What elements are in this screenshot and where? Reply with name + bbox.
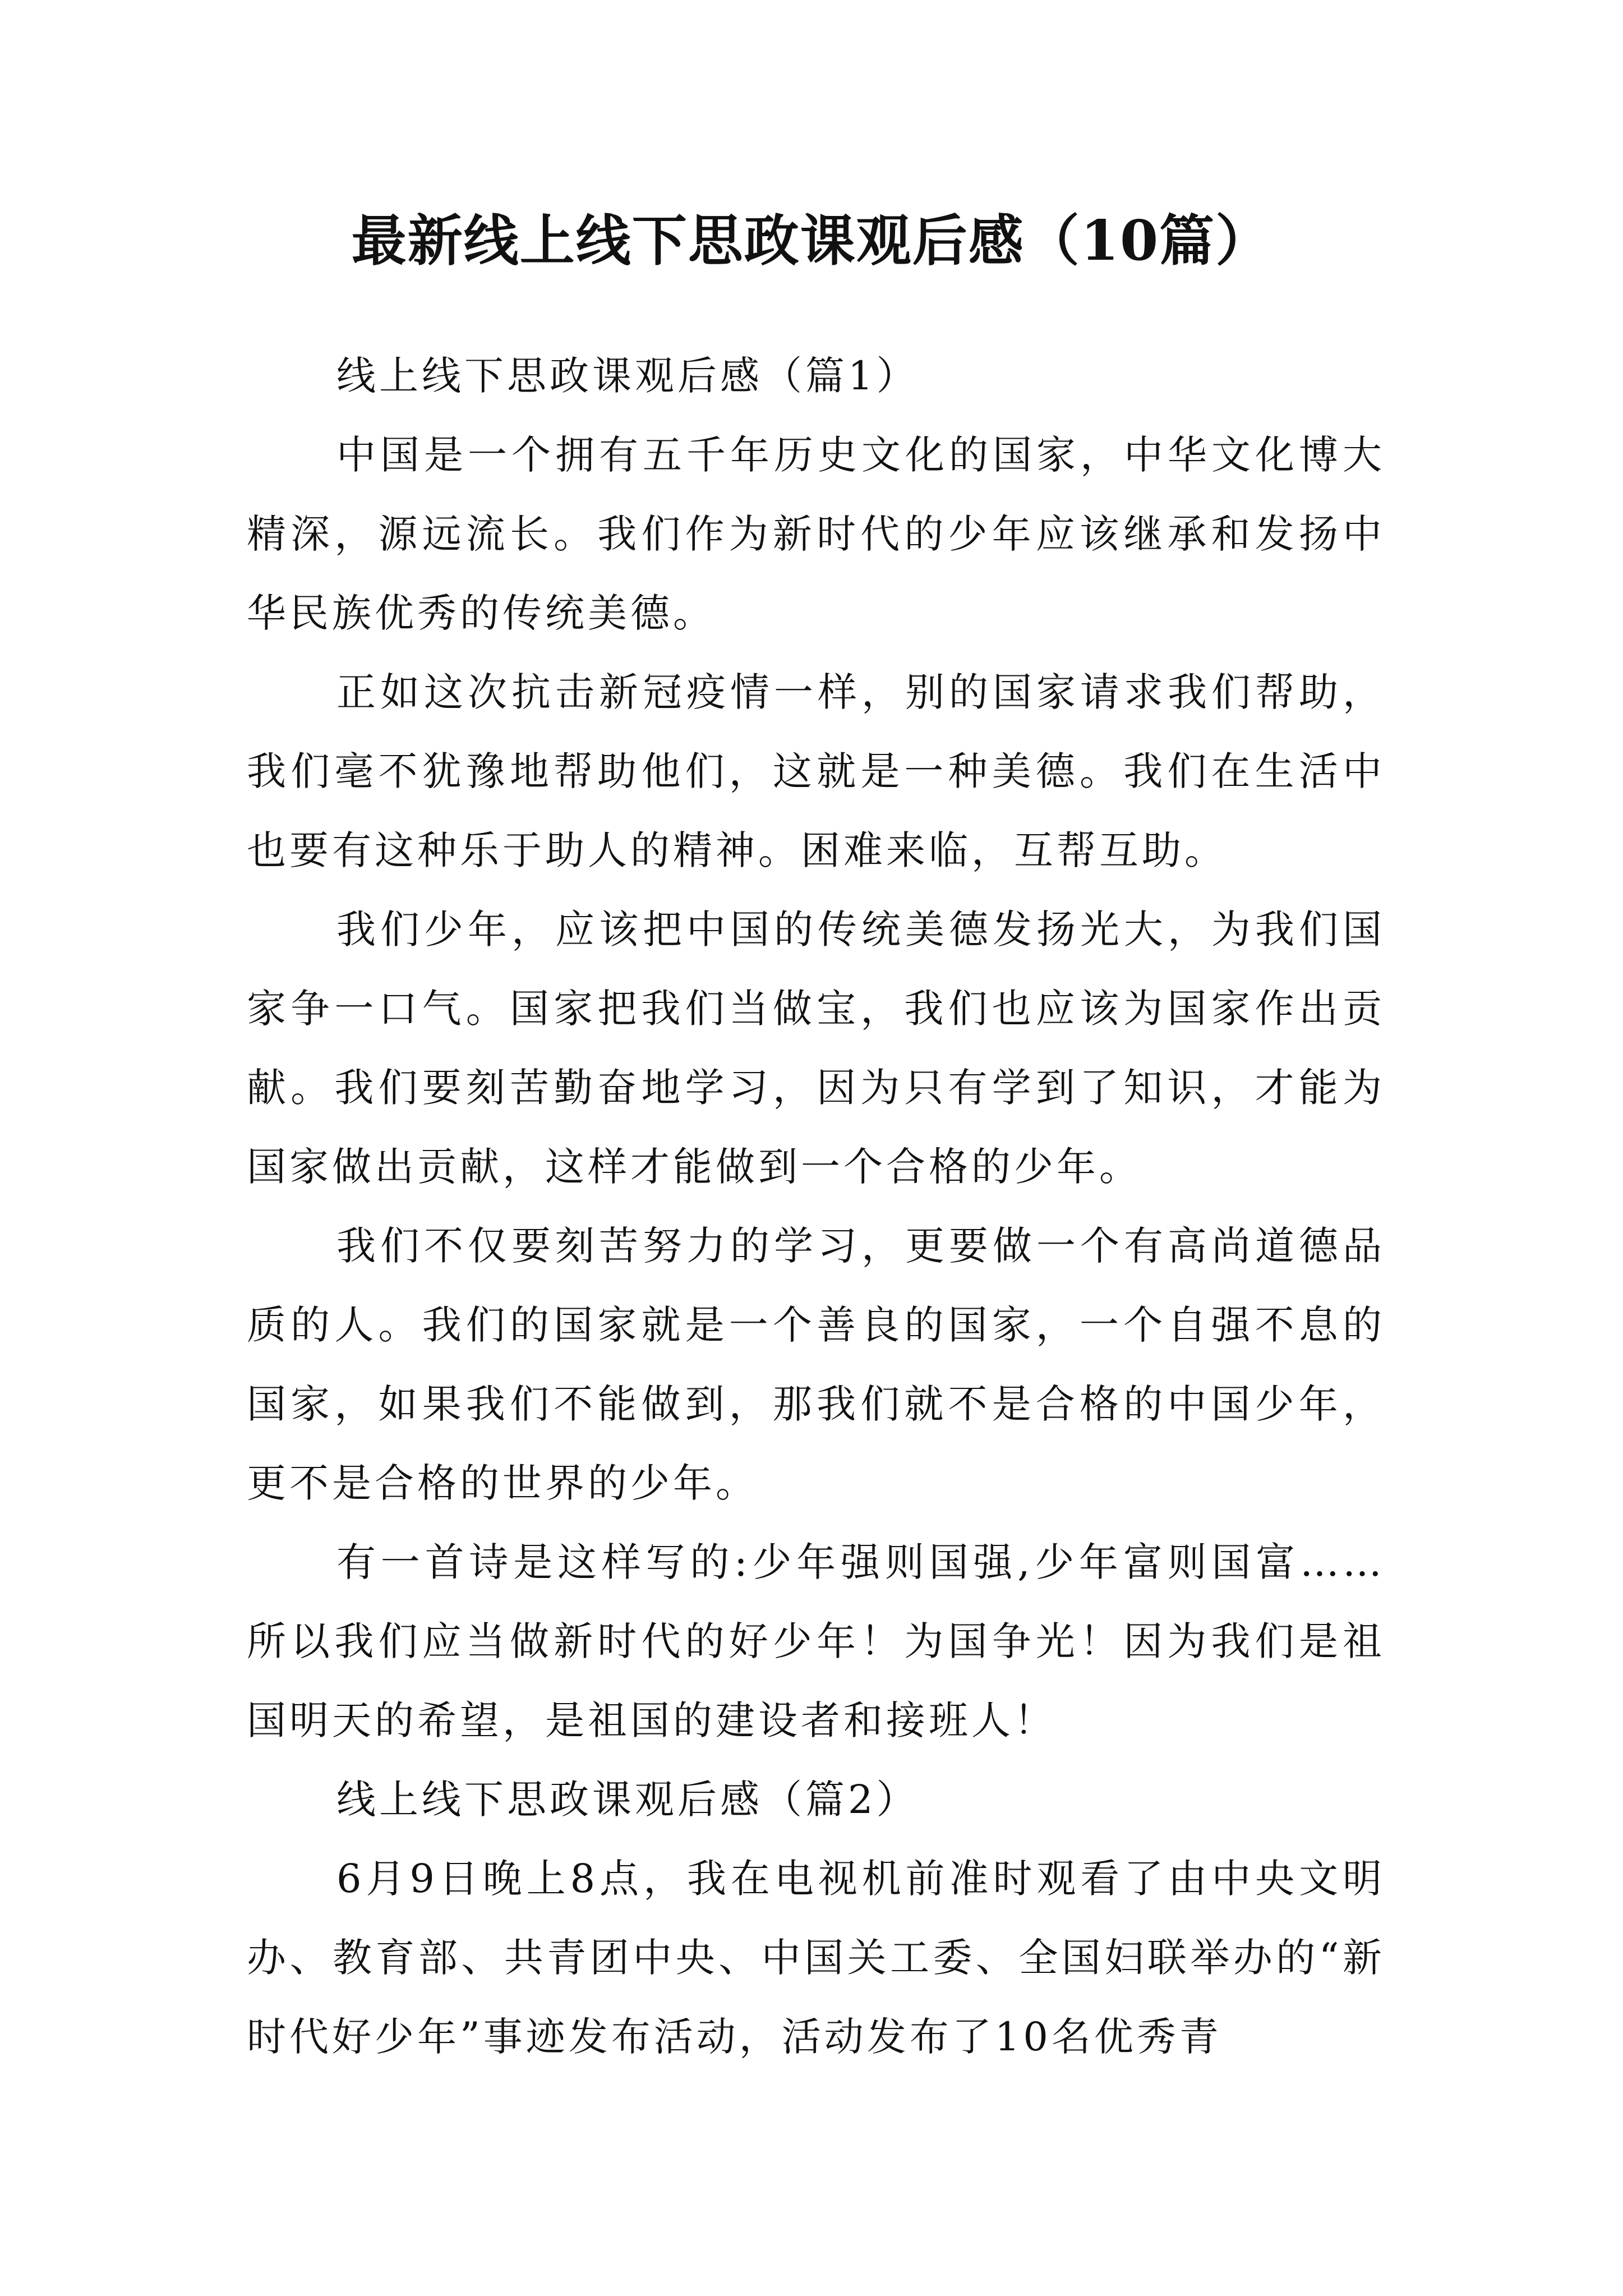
section-heading-2: 线上线下思政课观后感（篇2） xyxy=(336,1777,919,1823)
document-title: 最新线上线下思政课观后感（10篇） xyxy=(351,209,1272,273)
paragraph: 我们少年，应该把中国的传统美德发扬光大，为我们国家争一口气。国家把我们当做宝，我们也应该为国家作出贡献。我们要刻苦勤奋地学习，因为只有学到了知识，才能为国家做出贡献，这样才能做到一个合格的少年。 xyxy=(247,907,1385,1190)
paragraph: 6月9日晚上8点，我在电视机前准时观看了由中央文明办、教育部、共青团中央、中国关工委、全国妇联举办的“新时代好少年”事迹发布活动，活动发布了10名优秀青 xyxy=(247,1856,1385,2060)
section-heading-1: 线上线下思政课观后感（篇1） xyxy=(336,353,919,399)
paragraph: 我们不仅要刻苦努力的学习，更要做一个有高尚道德品质的人。我们的国家就是一个善良的国家，一个自强不息的国家，如果我们不能做到，那我们就不是合格的中国少年，更不是合格的世界的少年。 xyxy=(247,1223,1385,1506)
paragraph: 有一首诗是这样写的:少年强则国强,少年富则国富……所以我们应当做新时代的好少年！为国争光！因为我们是祖国明天的希望，是祖国的建设者和接班人！ xyxy=(247,1539,1385,1743)
document-body xyxy=(247,337,1385,2077)
paragraph: 正如这次抗击新冠疫情一样，别的国家请求我们帮助，我们毫不犹豫地帮助他们，这就是一种美德。我们在生活中也要有这种乐于助人的精神。困难来临，互帮互助。 xyxy=(247,669,1385,873)
paragraph: 中国是一个拥有五千年历史文化的国家，中华文化博大精深，源远流长。我们作为新时代的少年应该继承和发扬中华民族优秀的传统美德。 xyxy=(247,432,1385,636)
